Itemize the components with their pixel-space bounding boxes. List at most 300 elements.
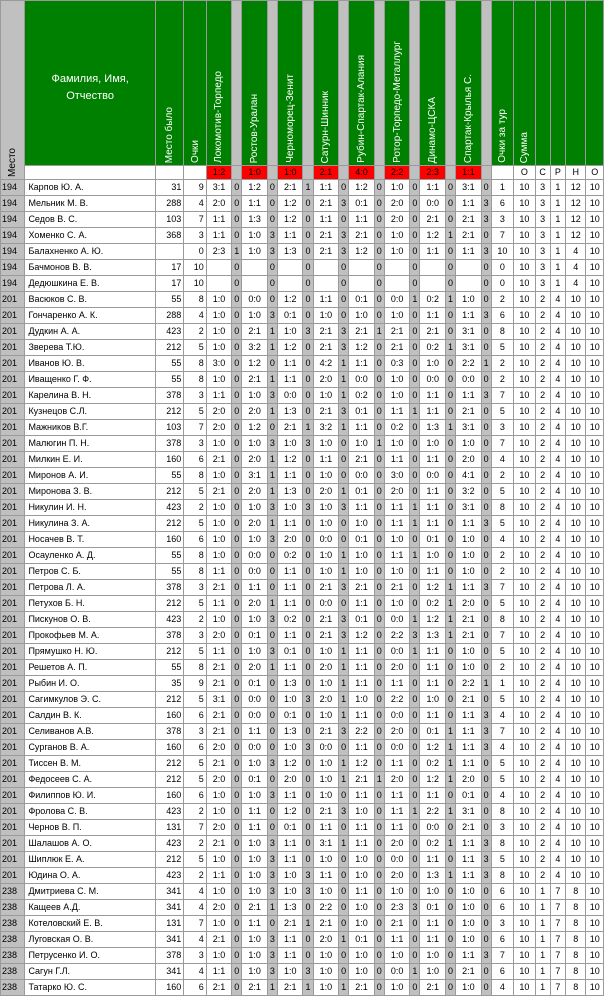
cell-prediction: 0:1 — [349, 196, 374, 212]
cell-prediction-points: 3 — [267, 852, 277, 868]
cell-prediction: 1:0 — [349, 308, 374, 324]
cell-prediction: 1:0 — [349, 868, 374, 884]
cell-prediction: 1:0 — [456, 644, 481, 660]
cell-points: 3 — [184, 580, 206, 596]
cell-prediction-points: 3 — [303, 324, 313, 340]
cell-prev-place: 378 — [155, 628, 184, 644]
cell-prediction-points: 0 — [374, 948, 384, 964]
cell-summary: 10 — [586, 180, 604, 196]
cell-tour-points: 6 — [491, 932, 513, 948]
cell-place: 201 — [1, 500, 25, 516]
cell-prediction: 0:0 — [456, 372, 481, 388]
cell-prediction-points: 0 — [232, 676, 242, 692]
cell-prediction: 0:0 — [349, 372, 374, 388]
cell-name: Хоменко С. А. — [25, 228, 155, 244]
cell-summary: 1 — [550, 244, 565, 260]
cell-summary: 12 — [566, 212, 586, 228]
cell-prev-place: 212 — [155, 516, 184, 532]
cell-prediction: 1:0 — [456, 548, 481, 564]
cell-tour-points: 2 — [491, 660, 513, 676]
cell-prediction: 1:1 — [456, 852, 481, 868]
cell-prev-place: 103 — [155, 420, 184, 436]
cell-prediction-points: 0 — [303, 516, 313, 532]
cell-prediction-points: 1 — [267, 324, 277, 340]
table-row — [1, 916, 604, 932]
cell-prediction: 1:0 — [349, 900, 374, 916]
cell-points: 6 — [184, 708, 206, 724]
cell-points: 5 — [184, 404, 206, 420]
cell-prediction-points: 0 — [267, 724, 277, 740]
cell-summary: 10 — [586, 724, 604, 740]
cell-summary: 2 — [535, 708, 550, 724]
result-match-2: 1:0 — [242, 166, 267, 180]
cell-prediction: 1:1 — [277, 564, 302, 580]
cell-summary: 10 — [586, 372, 604, 388]
cell-prediction: 2:1 — [420, 212, 445, 228]
cell-prediction: 1:2 — [277, 804, 302, 820]
cell-prediction-points: 0 — [339, 820, 349, 836]
cell-prediction: 1:0 — [242, 788, 267, 804]
cell-prediction-points: 1 — [303, 180, 313, 196]
cell-prediction — [349, 260, 374, 276]
table-row — [1, 900, 604, 916]
cell-summary: 10 — [514, 372, 535, 388]
cell-summary: 4 — [566, 260, 586, 276]
cell-prediction-points: 0 — [339, 916, 349, 932]
cell-prediction-points: 0 — [267, 356, 277, 372]
cell-prediction-points: 0 — [232, 692, 242, 708]
cell-prediction: 1:1 — [384, 548, 409, 564]
cell-summary: 10 — [566, 708, 586, 724]
cell-prediction-points: 1 — [339, 644, 349, 660]
cell-prediction-points: 0 — [374, 244, 384, 260]
cell-prediction: 1:1 — [456, 244, 481, 260]
cell-prev-place: 55 — [155, 292, 184, 308]
cell-summary: 10 — [566, 740, 586, 756]
cell-prediction — [456, 260, 481, 276]
cell-summary: 2 — [535, 356, 550, 372]
cell-summary: 10 — [514, 740, 535, 756]
cell-name: Иванов Ю. В. — [25, 356, 155, 372]
cell-prediction-points: 0 — [339, 884, 349, 900]
cell-prediction-points: 0 — [410, 772, 420, 788]
cell-prediction: 1:1 — [420, 452, 445, 468]
cell-name: Фролова С. В. — [25, 804, 155, 820]
cell-tour-points: 6 — [491, 308, 513, 324]
table-row — [1, 196, 604, 212]
cell-summary: 10 — [586, 212, 604, 228]
cell-points: 8 — [184, 372, 206, 388]
header-points: Очки — [184, 1, 206, 166]
table-row — [1, 180, 604, 196]
cell-prediction-points: 1 — [410, 964, 420, 980]
cell-prediction: 0:0 — [420, 196, 445, 212]
table-row — [1, 388, 604, 404]
cell-prediction: 2:0 — [384, 484, 409, 500]
cell-prediction: 1:0 — [206, 340, 231, 356]
cell-prediction: 2:1 — [313, 244, 338, 260]
cell-points: 2 — [184, 612, 206, 628]
cell-prediction-points: 0 — [232, 708, 242, 724]
cell-summary: 10 — [566, 692, 586, 708]
cell-name: Кащеев А.Д. — [25, 900, 155, 916]
cell-place: 201 — [1, 356, 25, 372]
cell-prediction: 0:0 — [242, 740, 267, 756]
cell-prediction: 2:1 — [313, 724, 338, 740]
cell-prediction-points: 0 — [232, 740, 242, 756]
cell-summary: 4 — [550, 580, 565, 596]
cell-prediction-points: 0 — [445, 468, 455, 484]
cell-name: Малюгин П. Н. — [25, 436, 155, 452]
cell-points: 7 — [184, 916, 206, 932]
cell-prediction: 1:0 — [242, 884, 267, 900]
cell-prediction-points: 0 — [410, 244, 420, 260]
cell-prediction: 1:0 — [206, 884, 231, 900]
cell-prediction-points: 0 — [410, 260, 420, 276]
cell-summary: 10 — [566, 452, 586, 468]
table-row — [1, 452, 604, 468]
cell-prediction-points: 0 — [267, 772, 277, 788]
cell-prediction-points: 0 — [410, 948, 420, 964]
cell-prediction-points: 3 — [481, 836, 491, 852]
header-prev-place: Место было — [155, 1, 184, 166]
cell-prediction-points: 3 — [481, 308, 491, 324]
cell-prediction-points: 0 — [445, 548, 455, 564]
cell-prev-place: 212 — [155, 756, 184, 772]
cell-name: Гончаренко А. К. — [25, 308, 155, 324]
cell-prediction-points: 3 — [339, 340, 349, 356]
cell-prediction: 1:0 — [384, 436, 409, 452]
cell-prediction: 1:0 — [456, 980, 481, 996]
cell-prediction-points: 0 — [232, 180, 242, 196]
cell-prediction-points: 1 — [267, 660, 277, 676]
cell-tour-points: 8 — [491, 836, 513, 852]
cell-prediction-points: 3 — [481, 244, 491, 260]
cell-prediction-points: 0 — [410, 596, 420, 612]
cell-prediction-points: 3 — [481, 868, 491, 884]
cell-name: Петрусенко И. О. — [25, 948, 155, 964]
cell-prediction: 1:0 — [313, 564, 338, 580]
cell-prediction-points: 0 — [410, 740, 420, 756]
cell-summary: 10 — [514, 228, 535, 244]
cell-prediction-points: 0 — [410, 228, 420, 244]
cell-prediction-points: 0 — [445, 644, 455, 660]
cell-prediction: 1:0 — [349, 948, 374, 964]
cell-tour-points: 2 — [491, 356, 513, 372]
cell-summary: 10 — [586, 324, 604, 340]
cell-prediction-points: 0 — [303, 676, 313, 692]
cell-prev-place: 368 — [155, 228, 184, 244]
cell-points: 3 — [184, 724, 206, 740]
cell-summary: 10 — [514, 868, 535, 884]
cell-prediction-points: 0 — [339, 180, 349, 196]
cell-prediction: 2:1 — [313, 228, 338, 244]
cell-summary: 2 — [535, 836, 550, 852]
cell-tour-points: 7 — [491, 436, 513, 452]
cell-prediction-points: 0 — [339, 276, 349, 292]
cell-prediction: 2:1 — [456, 228, 481, 244]
cell-place: 201 — [1, 436, 25, 452]
cell-tour-points: 5 — [491, 772, 513, 788]
cell-summary: 10 — [586, 852, 604, 868]
cell-prediction: 1:0 — [277, 868, 302, 884]
cell-prediction-points: 0 — [374, 388, 384, 404]
cell-summary: 1 — [535, 964, 550, 980]
cell-prediction-points: 1 — [481, 356, 491, 372]
table-row — [1, 564, 604, 580]
cell-prediction: 1:0 — [384, 564, 409, 580]
cell-prediction: 2:0 — [242, 484, 267, 500]
cell-prediction: 0:2 — [277, 548, 302, 564]
cell-prev-place: 212 — [155, 596, 184, 612]
cell-prediction-points: 1 — [267, 468, 277, 484]
cell-prediction-points: 0 — [232, 756, 242, 772]
cell-prediction: 2:2 — [456, 676, 481, 692]
cell-prediction: 0:0 — [420, 372, 445, 388]
table-row — [1, 324, 604, 340]
summary-label: С — [535, 166, 550, 180]
cell-prediction: 0:1 — [277, 708, 302, 724]
table-row — [1, 756, 604, 772]
cell-prediction-points: 1 — [267, 372, 277, 388]
table-row — [1, 372, 604, 388]
cell-prediction-points: 0 — [267, 212, 277, 228]
cell-prev-place: 160 — [155, 532, 184, 548]
cell-prediction: 3:1 — [456, 420, 481, 436]
cell-name: Миронов А. И. — [25, 468, 155, 484]
cell-prediction: 1:0 — [313, 308, 338, 324]
cell-prediction: 2:1 — [456, 820, 481, 836]
cell-prev-place: 31 — [155, 180, 184, 196]
cell-summary: 4 — [550, 628, 565, 644]
cell-prediction: 2:1 — [313, 916, 338, 932]
cell-prediction-points: 1 — [339, 932, 349, 948]
header-match-3: Черноморец-Зенит — [277, 1, 302, 166]
cell-name: Сагимкулов Э. С. — [25, 692, 155, 708]
cell-prediction-points: 3 — [339, 612, 349, 628]
cell-prediction: 1:2 — [242, 356, 267, 372]
cell-prediction: 1:3 — [277, 676, 302, 692]
cell-prediction: 1:0 — [349, 516, 374, 532]
cell-prev-place: 378 — [155, 724, 184, 740]
cell-prediction: 2:0 — [206, 404, 231, 420]
cell-prediction: 1:0 — [313, 500, 338, 516]
cell-prev-place: 378 — [155, 948, 184, 964]
cell-prediction-points: 3 — [267, 532, 277, 548]
cell-prediction-points: 0 — [303, 900, 313, 916]
cell-summary: 10 — [514, 756, 535, 772]
cell-prediction-points: 0 — [339, 900, 349, 916]
cell-prediction: 1:2 — [277, 452, 302, 468]
cell-prediction-points: 0 — [232, 900, 242, 916]
cell-prediction-points: 0 — [303, 468, 313, 484]
cell-prediction: 1:1 — [313, 212, 338, 228]
cell-summary: 4 — [550, 740, 565, 756]
cell-prediction-points: 0 — [303, 404, 313, 420]
cell-summary: 10 — [586, 260, 604, 276]
cell-prediction: 1:0 — [277, 964, 302, 980]
cell-prediction: 1:0 — [313, 676, 338, 692]
cell-prediction-points: 3 — [267, 836, 277, 852]
cell-prediction-points: 0 — [267, 628, 277, 644]
cell-summary: 4 — [550, 820, 565, 836]
cell-summary: 10 — [586, 292, 604, 308]
cell-prediction-points: 1 — [339, 372, 349, 388]
cell-prediction: 2:1 — [456, 964, 481, 980]
cell-prediction: 2:1 — [420, 980, 445, 996]
cell-prediction: 0:0 — [242, 548, 267, 564]
cell-prediction-points: 3 — [303, 692, 313, 708]
cell-name: Федосеев С. А. — [25, 772, 155, 788]
cell-prediction-points: 0 — [339, 532, 349, 548]
cell-prediction: 0:1 — [277, 820, 302, 836]
table-row — [1, 516, 604, 532]
cell-prediction-points: 0 — [481, 900, 491, 916]
cell-prediction-points: 0 — [339, 292, 349, 308]
cell-prediction-points: 0 — [374, 756, 384, 772]
table-row — [1, 420, 604, 436]
cell-prediction-points: 1 — [445, 580, 455, 596]
cell-prediction-points: 0 — [303, 196, 313, 212]
cell-name: Носачев В. Т. — [25, 532, 155, 548]
cell-summary: 10 — [566, 820, 586, 836]
cell-prediction — [242, 260, 267, 276]
cell-tour-points: 6 — [491, 196, 513, 212]
cell-prediction-points: 0 — [374, 468, 384, 484]
cell-prediction-points: 0 — [232, 836, 242, 852]
cell-prediction — [206, 260, 231, 276]
cell-prediction-points: 0 — [374, 196, 384, 212]
cell-prediction: 2:1 — [384, 340, 409, 356]
cell-prediction-points: 0 — [445, 948, 455, 964]
cell-summary: 2 — [535, 676, 550, 692]
cell-prediction-points: 0 — [303, 932, 313, 948]
cell-prediction: 1:1 — [420, 788, 445, 804]
cell-prediction: 2:1 — [384, 916, 409, 932]
cell-prediction — [456, 276, 481, 292]
cell-prediction-points: 3 — [481, 580, 491, 596]
cell-prediction-points: 1 — [267, 404, 277, 420]
cell-prediction-points: 0 — [445, 788, 455, 804]
cell-prediction: 0:0 — [242, 292, 267, 308]
cell-prediction-points: 3 — [481, 948, 491, 964]
cell-prediction-points: 0 — [232, 228, 242, 244]
cell-prediction-points: 0 — [232, 852, 242, 868]
cell-points: 8 — [184, 548, 206, 564]
cell-prediction-points: 1 — [267, 516, 277, 532]
cell-name: Никулина З. А. — [25, 516, 155, 532]
cell-place: 238 — [1, 948, 25, 964]
cell-summary: 10 — [514, 900, 535, 916]
cell-prediction: 0:1 — [420, 900, 445, 916]
cell-prediction: 2:1 — [206, 708, 231, 724]
cell-tour-points: 1 — [491, 180, 513, 196]
cell-tour-points: 3 — [491, 420, 513, 436]
cell-prediction: 2:1 — [277, 916, 302, 932]
cell-summary: 10 — [566, 852, 586, 868]
cell-prediction: 1:0 — [242, 436, 267, 452]
cell-prediction-points: 0 — [374, 724, 384, 740]
cell-name: Дмитриева С. М. — [25, 884, 155, 900]
table-row — [1, 660, 604, 676]
cell-prediction-points: 0 — [232, 436, 242, 452]
cell-summary: 3 — [535, 228, 550, 244]
cell-prediction: 1:0 — [420, 356, 445, 372]
cell-prediction: 1:1 — [313, 180, 338, 196]
cell-prediction: 1:0 — [456, 884, 481, 900]
cell-prediction: 1:1 — [349, 676, 374, 692]
cell-summary: 4 — [550, 724, 565, 740]
cell-prediction-points: 0 — [410, 276, 420, 292]
cell-name: Филиппов Ю. И. — [25, 788, 155, 804]
cell-prediction: 1:1 — [242, 820, 267, 836]
cell-place: 201 — [1, 324, 25, 340]
cell-prediction-points: 0 — [445, 884, 455, 900]
cell-prediction-points: 0 — [410, 580, 420, 596]
cell-prediction: 3:1 — [313, 836, 338, 852]
cell-summary: 10 — [566, 516, 586, 532]
cell-prediction: 2:0 — [384, 836, 409, 852]
cell-prediction-points: 0 — [303, 276, 313, 292]
summary-label: О — [514, 166, 535, 180]
cell-summary: 2 — [535, 340, 550, 356]
cell-prediction-points: 1 — [410, 804, 420, 820]
cell-summary: 10 — [514, 180, 535, 196]
cell-summary: 10 — [586, 884, 604, 900]
header-sum: Сумма — [514, 1, 535, 166]
cell-prediction-points: 0 — [339, 788, 349, 804]
cell-summary: 10 — [514, 948, 535, 964]
table-row — [1, 228, 604, 244]
cell-points: 9 — [184, 676, 206, 692]
cell-summary: 3 — [535, 260, 550, 276]
cell-prediction: 3:1 — [456, 340, 481, 356]
cell-place: 201 — [1, 308, 25, 324]
cell-prediction: 2:1 — [313, 404, 338, 420]
cell-prediction-points: 1 — [339, 564, 349, 580]
cell-prediction: 3:1 — [456, 500, 481, 516]
cell-prediction: 1:0 — [349, 852, 374, 868]
cell-prediction: 1:1 — [277, 228, 302, 244]
cell-summary: 10 — [586, 676, 604, 692]
cell-summary: 10 — [586, 356, 604, 372]
cell-prediction-points: 0 — [267, 804, 277, 820]
cell-prediction-points: 0 — [481, 484, 491, 500]
cell-prediction: 1:1 — [456, 740, 481, 756]
cell-prediction: 1:1 — [277, 596, 302, 612]
cell-prediction-points: 3 — [339, 500, 349, 516]
cell-summary: 10 — [514, 500, 535, 516]
cell-summary: 4 — [550, 836, 565, 852]
cell-summary: 10 — [586, 500, 604, 516]
cell-prediction: 0:2 — [384, 420, 409, 436]
cell-prev-place — [155, 244, 184, 260]
cell-prediction-points: 0 — [445, 356, 455, 372]
cell-prediction-points: 0 — [303, 548, 313, 564]
cell-prediction-points: 0 — [267, 708, 277, 724]
cell-summary: 10 — [586, 788, 604, 804]
cell-tour-points: 2 — [491, 564, 513, 580]
cell-summary: 4 — [550, 772, 565, 788]
cell-prediction: 2:1 — [206, 452, 231, 468]
cell-prediction-points: 0 — [232, 964, 242, 980]
cell-summary: 2 — [535, 772, 550, 788]
cell-name: Прямушко Н. Ю. — [25, 644, 155, 660]
cell-prediction-points: 0 — [232, 484, 242, 500]
cell-tour-points: 7 — [491, 628, 513, 644]
cell-prediction: 2:1 — [206, 580, 231, 596]
cell-summary: 8 — [566, 980, 586, 996]
